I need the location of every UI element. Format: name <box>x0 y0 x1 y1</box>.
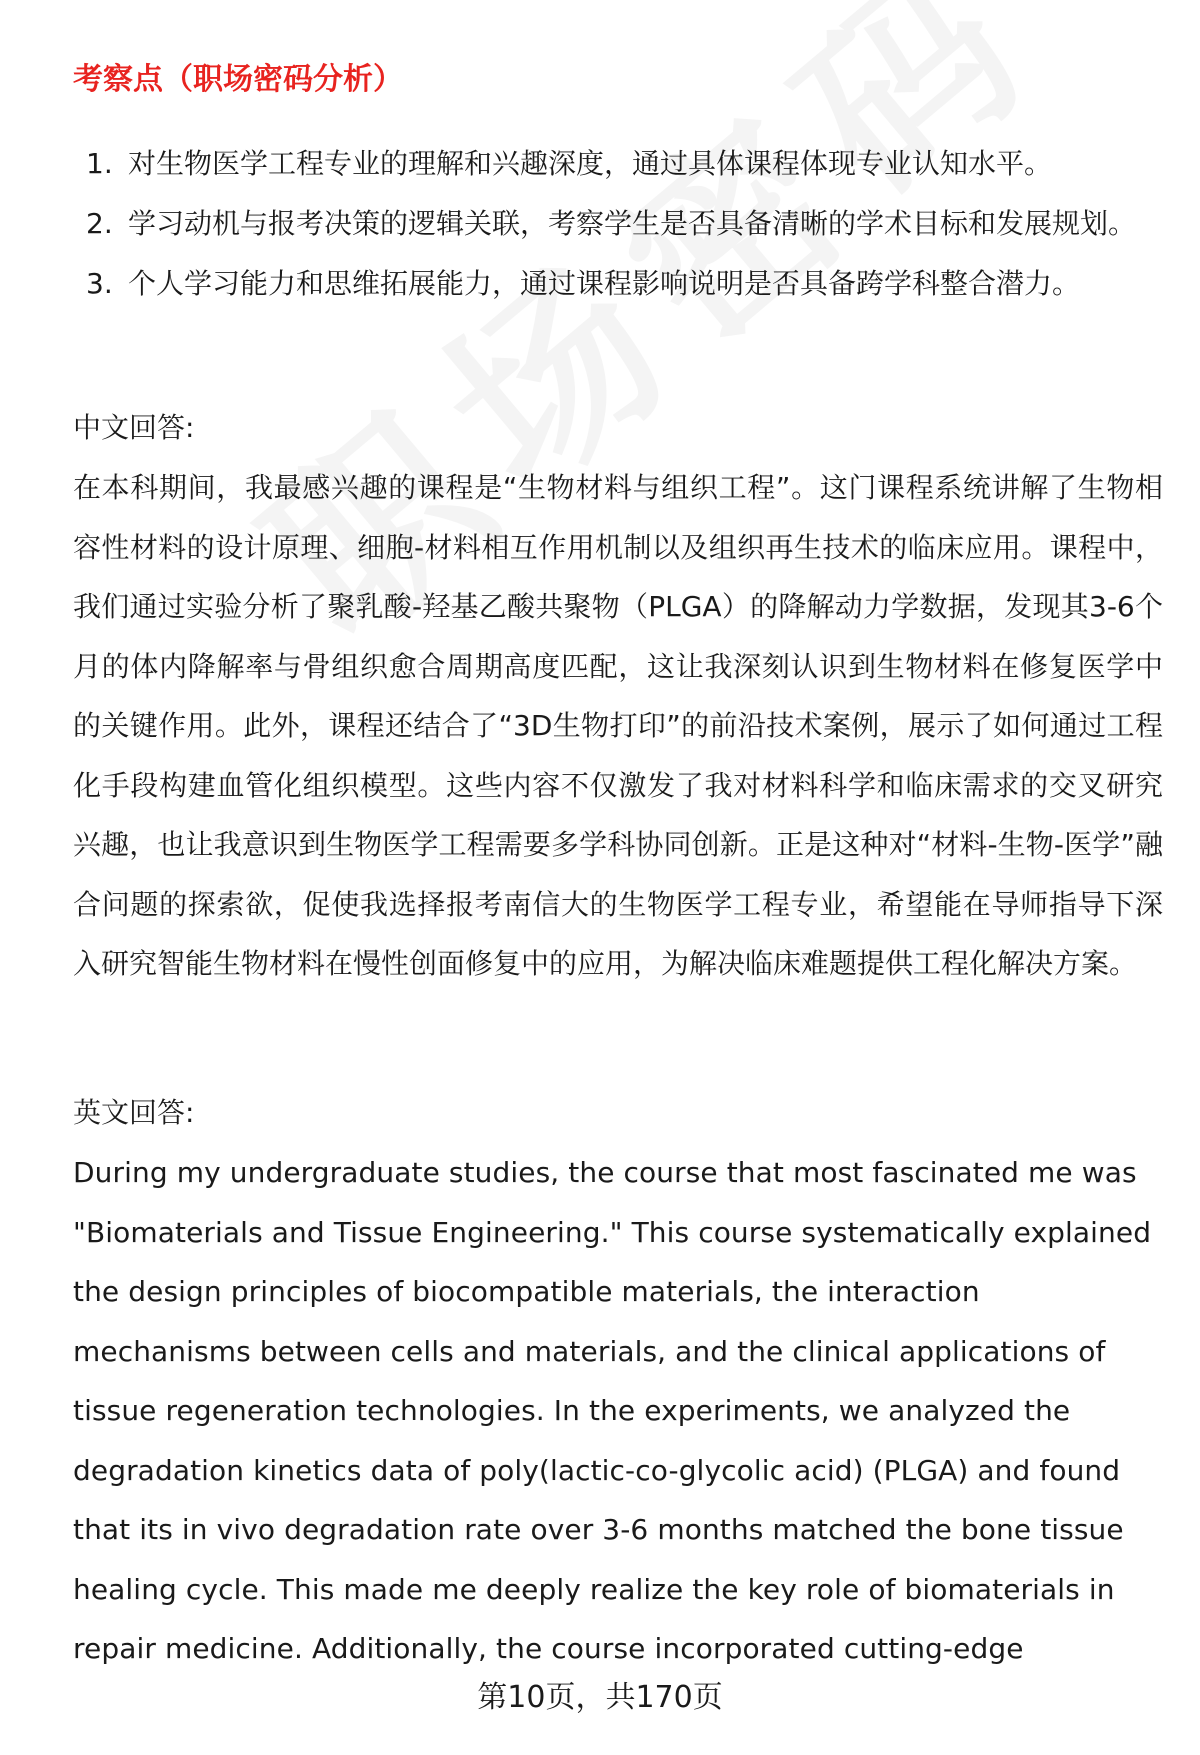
list-item-text: 学习动机与报考决策的逻辑关联，考察学生是否具备清晰的学术目标和发展规划。 <box>128 207 1137 240</box>
chinese-answer-paragraph: 在本科期间，我最感兴趣的课程是“生物材料与组织工程”。这门课程系统讲解了生物相容性材料的设计原理、细胞-材料相互作用机制以及组织再生技术的临床应用。课程中，我们通过实验分析了聚乳酸-羟基乙酸共聚物（PLGA）的降解动力学数据，发现其3-6个月的体内降解率与骨组织愈合周期高度匹配，这让我深刻认识到生物材料在修复医学中的关键作用。此外，课程还结合了“3D生物打印”的前沿技术案例，展示了如何通过工程化手段构建血管化组织模型。这些内容不仅激发了我对材料科学和临床需求的交叉研究兴趣，也让我意识到生物医学工程需要多学科协同创新。正是这种对“材料-生物-医学”融合问题的探索欲，促使我选择报考南信大的生物医学工程专业，希望能在导师指导下深入研究智能生物材料在慢性创面修复中的应用，为解决临床难题提供工程化解决方案。 <box>73 471 1163 980</box>
section-title: 考察点（职场密码分析） <box>73 62 403 97</box>
list-item-text: 个人学习能力和思维拓展能力，通过课程影响说明是否具备跨学科整合潜力。 <box>128 267 1081 300</box>
english-answer-paragraph: During my undergraduate studies, the course that most fascinated me was "Biomaterials and Tissue Engineering." This course systematically explained the design principles of biocompatible materials, the interaction mechanisms between cells and materials, and the clinical applications of tissue regeneration technologies. In the experiments, we analyzed the degradation kinetics data of poly(lactic-co-glycolic acid) (PLGA) and found that its in vivo degradation rate over 3-6 months matched the bone tissue healing cycle. This made me deeply realize the key role of biomaterials in repair medicine. Additionally, the course incorporated cutting-edge <box>73 1156 1152 1665</box>
list-item-number: 1. <box>86 147 113 180</box>
list-item-text: 对生物医学工程专业的理解和兴趣深度，通过具体课程体现专业认知水平。 <box>128 147 1053 180</box>
english-answer-heading: 英文回答: <box>73 1096 195 1129</box>
list-item <box>73 194 1153 254</box>
list-item <box>73 254 1153 314</box>
list-item <box>73 134 1153 194</box>
chinese-answer-heading: 中文回答: <box>73 411 195 444</box>
assessment-points-list <box>73 134 1153 314</box>
list-item-number: 2. <box>86 207 113 240</box>
page-number: 第10页，共170页 <box>477 1680 723 1715</box>
list-item-number: 3. <box>86 267 113 300</box>
